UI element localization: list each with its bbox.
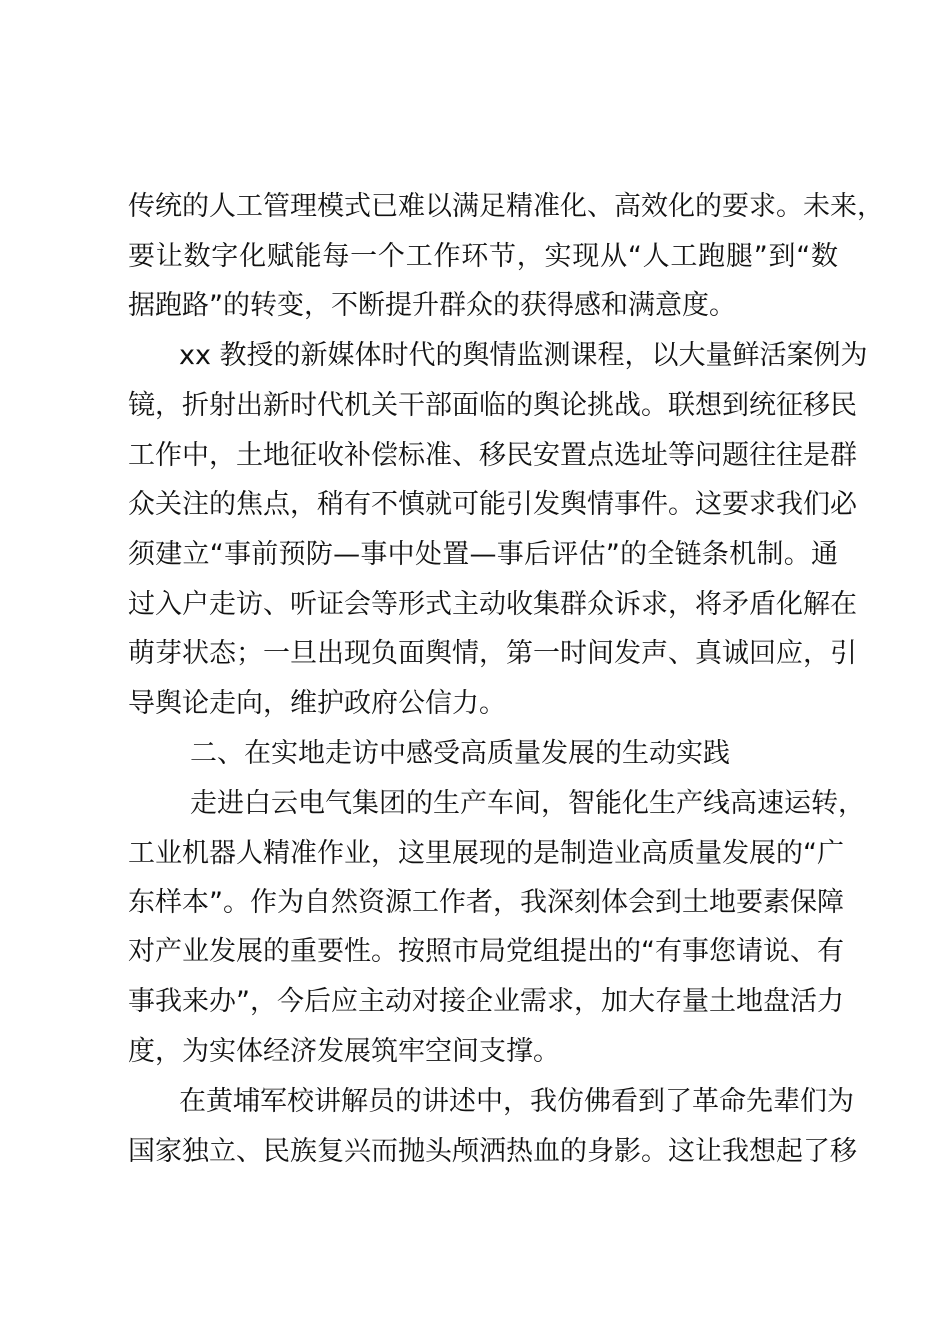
paragraph-first-line: 在黄埔军校讲解员的讲述中，我仿佛看到了革命先辈们为 xyxy=(179,1086,854,1117)
text-line: 要让数字化赋能每一个工作环节，实现从“人工跑腿”到“数 xyxy=(128,241,838,272)
text-line: 镜，折射出新时代机关干部面临的舆论挑战。联想到统征移民 xyxy=(128,390,857,421)
text-line: 众关注的焦点，稍有不慎就可能引发舆情事件。这要求我们必 xyxy=(128,489,857,520)
text-line: 工业机器人精准作业，这里展现的是制造业高质量发展的“广 xyxy=(128,838,844,869)
text-line: 导舆论走向，维护政府公信力。 xyxy=(128,688,506,719)
text-line: 据跑路”的转变，不断提升群众的获得感和满意度。 xyxy=(128,290,736,321)
text-line: 国家独立、民族复兴而抛头颅洒热血的身影。这让我想起了移 xyxy=(128,1136,857,1167)
text-line: 须建立“事前预防—事中处置—事后评估”的全链条机制。通 xyxy=(128,539,838,570)
text-line: 工作中，土地征收补偿标准、移民安置点选址等问题往往是群 xyxy=(128,440,857,471)
section-heading: 二、在实地走访中感受高质量发展的生动实践 xyxy=(190,738,730,769)
paragraph-first-line: 走进白云电气集团的生产车间，智能化生产线高速运转， xyxy=(190,788,865,819)
text-line: 对产业发展的重要性。按照市局党组提出的“有事您请说、有 xyxy=(128,936,844,967)
text-line: 萌芽状态；一旦出现负面舆情，第一时间发声、真诚回应，引 xyxy=(128,638,857,669)
text-line: 过入户走访、听证会等形式主动收集群众诉求，将矛盾化解在 xyxy=(128,589,857,620)
text-line: 传统的人工管理模式已难以满足精准化、高效化的要求。未来， xyxy=(128,191,884,222)
paragraph-first-line: xx 教授的新媒体时代的舆情监测课程，以大量鲜活案例为 xyxy=(179,340,868,371)
text-line: 东样本”。作为自然资源工作者，我深刻体会到土地要素保障 xyxy=(128,887,844,918)
text-line: 度，为实体经济发展筑牢空间支撑。 xyxy=(128,1036,560,1067)
text-line: 事我来办”，今后应主动对接企业需求，加大存量土地盘活力 xyxy=(128,986,844,1017)
